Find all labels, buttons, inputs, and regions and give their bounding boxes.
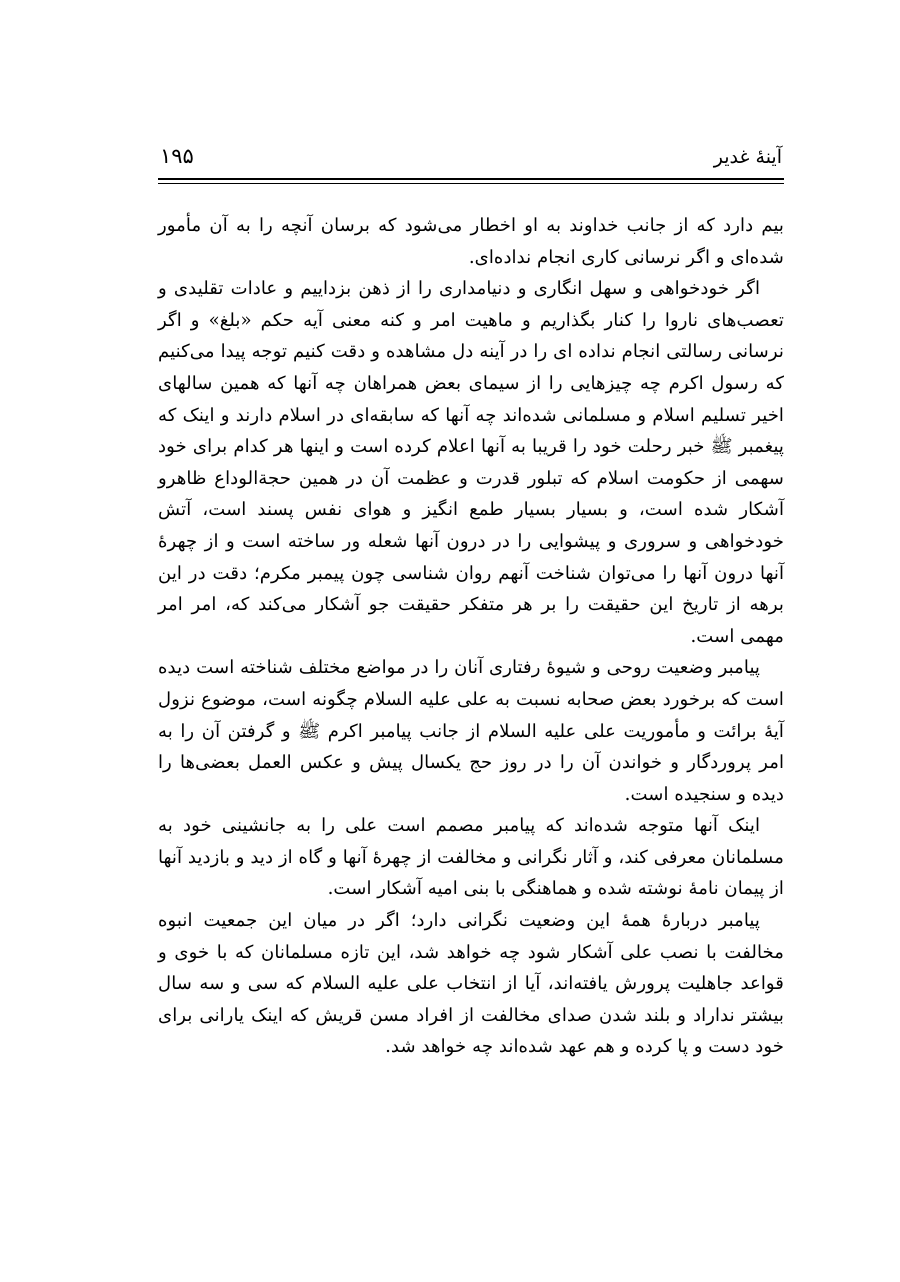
page-header [158, 142, 784, 176]
header-rule-thin [158, 183, 784, 184]
paragraph: پیامبر وضعیت روحی و شیوهٔ رفتاری آنان را در مواضع مختلف شناخته است دیده است که برخورد بعض صحابه نسبت به علی علیه السلام چگونه است، موضوع نزول آیهٔ برائت و مأموریت علی علیه السلام از جانب پیامبر اکرم ﷺ و گرفتن آن را به امر پروردگار و خواندن آن را در روز حج یکسال پیش و عکس العمل بعضی‌ها را دیده و سنجیده است. [158, 657, 784, 805]
paragraph: اگر خودخواهی و سهل انگاری و دنیامداری را از ذهن بزداییم و عادات تقلیدی و تعصب‌های ناروا را کنار بگذاریم و ماهیت امر و کنه معنی آیه حکم «بلغ» و اگر نرسانی رسالتی انجام نداده ای را در آینه دل مشاهده و دقت کنیم توجه پیدا می‌کنیم که رسول اکرم چه چیزهایی را از سیمای بعض همراهان چه آنها که همین سالهای اخیر تسلیم اسلام و مسلمانی شده‌اند چه آنها که سابقه‌ای در اسلام دارند و اینک که پیغمبر ﷺ خبر رحلت خود را قریبا به آنها اعلام کرده است و اینها هر کدام برای خود سهمی از حکومت اسلام که تبلور قدرت و عظمت آن در همین حجةالوداع ظاهرو آشکار شده است، و بسیار بسیار طمع انگیز و هوای نفس پسند است، آتش خودخواهی و سروری و پیشوایی را در درون آنها شعله ور ساخته است و از چهرهٔ آنها درون آنها را می‌توان شناخت آنهم روان شناسی چون پیمبر مکرم؛ دقت در این برهه از تاریخ این حقیقت را بر هر متفکر حقیقت جو آشکار می‌کند که، امر امر مهمی است. [158, 278, 784, 647]
paragraph: اینک آنها متوجه شده‌اند که پیامبر مصمم است علی را به جانشینی خود به مسلمانان معرفی کند، و آثار نگرانی و مخالفت از چهرهٔ آنها و گاه از دید و بازدید آنها از پیمان نامهٔ نوشته شده و هماهنگی با بنی امیه آشکار است. [158, 815, 784, 900]
running-title: آینهٔ غدیر [713, 146, 782, 168]
page-number: ۱۹۵ [160, 144, 194, 168]
body-text [158, 210, 784, 1063]
header-rule [158, 178, 784, 180]
paragraph: بیم دارد که از جانب خداوند به او اخطار می‌شود که برسان آنچه را به آن مأمور شده‌ای و اگر نرسانی کاری انجام نداده‌ای. [158, 215, 784, 268]
paragraph: پیامبر دربارهٔ همهٔ این وضعیت نگرانی دارد؛ اگر در میان این جمعیت انبوه مخالفت با نصب علی آشکار شود چه خواهد شد، این تازه مسلمانان که با خوی و قواعد جاهلیت پرورش یافته‌اند، آیا از انتخاب علی علیه السلام که سی و سه سال بیشتر نداراد و بلند شدن صدای مخالفت از افراد مسن قریش که اینک یارانی برای خود دست و پا کرده و هم عهد شده‌اند چه خواهد شد. [158, 910, 784, 1058]
